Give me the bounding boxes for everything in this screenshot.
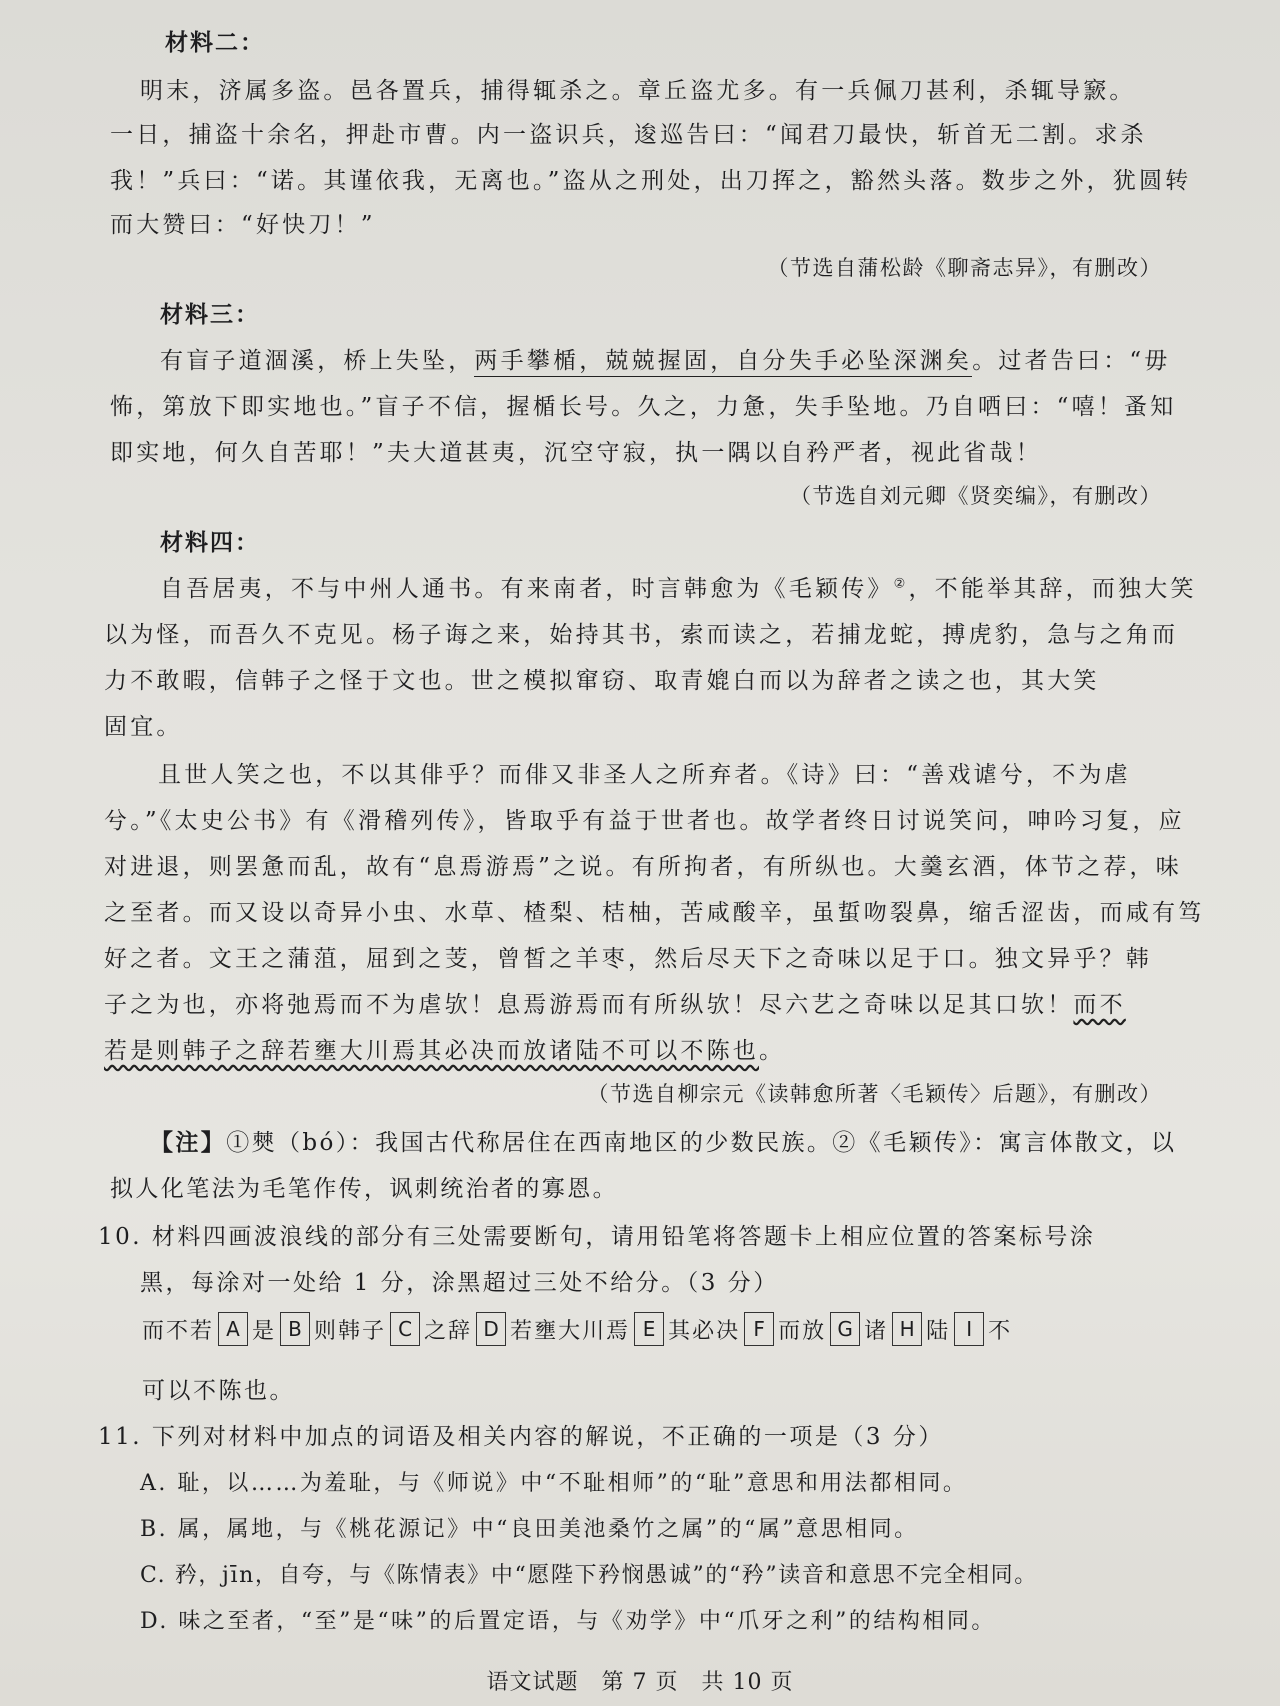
note-label: 【注】 [150,1129,227,1156]
question-11-option-c[interactable]: C. 矜，jīn，自夸，与《陈情表》中“愿陛下矜悯愚诚”的“矜”读音和意思不完全相同。 [140,1563,1038,1588]
material-3-line-1-end: 。过者告曰：“毋 [972,348,1171,374]
answer-box-c[interactable]: C [390,1312,420,1346]
material-4-line-3: 力不敢暇，信韩子之怪于文也。世之模拟窜窃、取青媲白而以为辞者之读之也，其大笑 [104,668,1100,694]
material-4-line-9: 好之者。文王之蒲菹，屈到之芰，曾皙之羊枣，然后尽天下之奇味以足于口。独文异乎？韩 [104,946,1152,972]
question-10-answer-row [142,1312,1012,1346]
material-2-line-3: 我！”兵曰：“诺。其谨依我，无离也。”盗从之刑处，出刀挥之，豁然头落。数步之外，犹圆转 [110,168,1192,194]
answer-box-b[interactable]: B [280,1312,310,1346]
segment-3: 之辞 [424,1318,473,1344]
material-2-line-2: 一日，捕盗十余名，押赴市曹。内一盗识兵，逡巡告曰：“闻君刀最快，斩首无二割。求杀 [110,122,1147,148]
question-10-line-2: 黑，每涂对一处给 1 分，涂黑超过三处不给分。（3 分） [140,1270,779,1296]
answer-box-h[interactable]: H [892,1312,922,1346]
question-11-stem: 11. 下列对材料中加点的词语及相关内容的解说，不正确的一项是（3 分） [98,1424,944,1450]
question-10-tail: 可以不陈也。 [142,1378,295,1404]
material-4-line-1 [160,570,1197,603]
answer-box-f[interactable]: F [744,1312,774,1346]
segment-6: 而放 [778,1318,827,1344]
answer-box-i[interactable]: I [954,1312,984,1346]
material-3-underlined-sentence: 两手攀楯，兢兢握固，自分失手必坠深渊矣 [474,348,972,377]
segment-8: 陆 [926,1318,951,1344]
question-11-option-d[interactable]: D. 味之至者，“至”是“味”的后置定语，与《劝学》中“爪牙之利”的结构相同。 [140,1609,996,1634]
note-line-2: 拟人化笔法为毛笔作传，讽刺统治者的寡恩。 [110,1176,618,1202]
material-2-line-4: 而大赞曰：“好快刀！” [110,212,376,238]
material-4-line-7: 对进退，则罢惫而乱，故有“息焉游焉”之说。有所拘者，有所纵也。大羹玄酒，体节之荐，味 [104,854,1182,880]
material-3-line-1 [160,342,1171,375]
footnote-marker: ② [893,576,909,592]
question-10-line-1: 10. 材料四画波浪线的部分有三处需要断句，请用铅笔将答题卡上相应位置的答案标号涂 [98,1224,1096,1250]
material-4-line-10 [104,986,1126,1019]
material-4-line-11 [104,1032,785,1065]
answer-box-d[interactable]: D [476,1312,506,1346]
material-3-line-3: 即实地，何久自苦耶！”夫大道甚夷，沉空守寂，执一隅以自矜严者，视此省哉！ [110,440,1042,466]
page-footer: 语文试题 第 7 页 共 10 页 [486,1670,794,1695]
material-4-line-11-end: 。 [759,1038,786,1064]
material-4-line-2: 以为怪，而吾久不克见。杨子诲之来，始持其书，索而读之，若捕龙蛇，搏虎豹，急与之角而 [104,622,1179,648]
segment-1: 是 [252,1318,277,1344]
answer-box-a[interactable]: A [218,1312,248,1346]
material-4-line-8: 之至者。而又设以奇异小虫、水草、楂梨、桔柚，苦咸酸辛，虽蜇吻裂鼻，缩舌涩齿，而咸有笃 [104,900,1205,926]
segment-9: 不 [988,1318,1013,1344]
material-4-line-6: 兮。”《太史公书》有《滑稽列传》，皆取乎有益于世者也。故学者终日讨说笑问，呻吟习复，应 [104,808,1185,834]
answer-box-e[interactable]: E [634,1312,664,1346]
question-11-option-a[interactable]: A. 耻，以……为羞耻，与《师说》中“不耻相师”的“耻”意思和用法都相同。 [140,1471,968,1496]
segment-0: 而不若 [142,1318,215,1344]
answer-box-g[interactable]: G [830,1312,860,1346]
material-3-heading: 材料三： [160,301,260,328]
segment-2: 则韩子 [314,1318,387,1344]
wavy-underline-passage: 若是则韩子之辞若壅大川焉其必决而放诸陆不可以不陈也 [104,1038,759,1064]
material-4-source: （节选自柳宗元《读韩愈所著〈毛颖传〉后题》，有删改） [587,1082,1162,1106]
material-2-line-1: 明末，济属多盗。邑各置兵，捕得辄杀之。章丘盗尤多。有一兵佩刀甚利，杀辄导窾。 [140,78,1136,104]
material-4-line-4: 固宜。 [104,714,183,740]
material-4-line-5: 且世人笑之也，不以其俳乎？而俳又非圣人之所弃者。《诗》曰：“善戏谑兮，不为虐 [158,762,1131,788]
material-4-heading: 材料四： [160,529,260,556]
material-4-line-10-text: 子之为也，亦将弛焉而不为虐欤！息焉游焉而有所纵欤！尽六艺之奇味以足其口欤！ [104,992,1074,1018]
material-4-line-1-start: 自吾居夷，不与中州人通书。有来南者，时言韩愈为《毛颖传》 [160,576,894,602]
wavy-underline-start: 而不 [1073,992,1126,1018]
note-text-1: ①僰（bó）：我国古代称居住在西南地区的少数民族。②《毛颖传》：寓言体散文，以 [226,1130,1177,1156]
material-2-source: （节选自蒲松龄《聊斋志异》，有删改） [767,256,1162,280]
note-line-1 [150,1124,1176,1157]
material-3-line-2: 怖，第放下即实地也。”盲子不信，握楯长号。久之，力惫，失手坠地。乃自哂曰：“嘻！蚤知 [110,394,1177,420]
segment-4: 若壅大川焉 [510,1318,631,1344]
question-11-option-b[interactable]: B. 属，属地，与《桃花源记》中“良田美池桑竹之属”的“属”意思相同。 [140,1517,919,1542]
material-4-line-1-end: ，不能举其辞，而独大笑 [908,576,1197,602]
segment-5: 其必决 [668,1318,741,1344]
material-3-source: （节选自刘元卿《贤奕编》，有删改） [790,484,1162,508]
material-3-line-1-start: 有盲子道涸溪，桥上失坠， [160,348,475,374]
material-2-heading: 材料二： [165,29,265,56]
segment-7: 诸 [864,1318,889,1344]
